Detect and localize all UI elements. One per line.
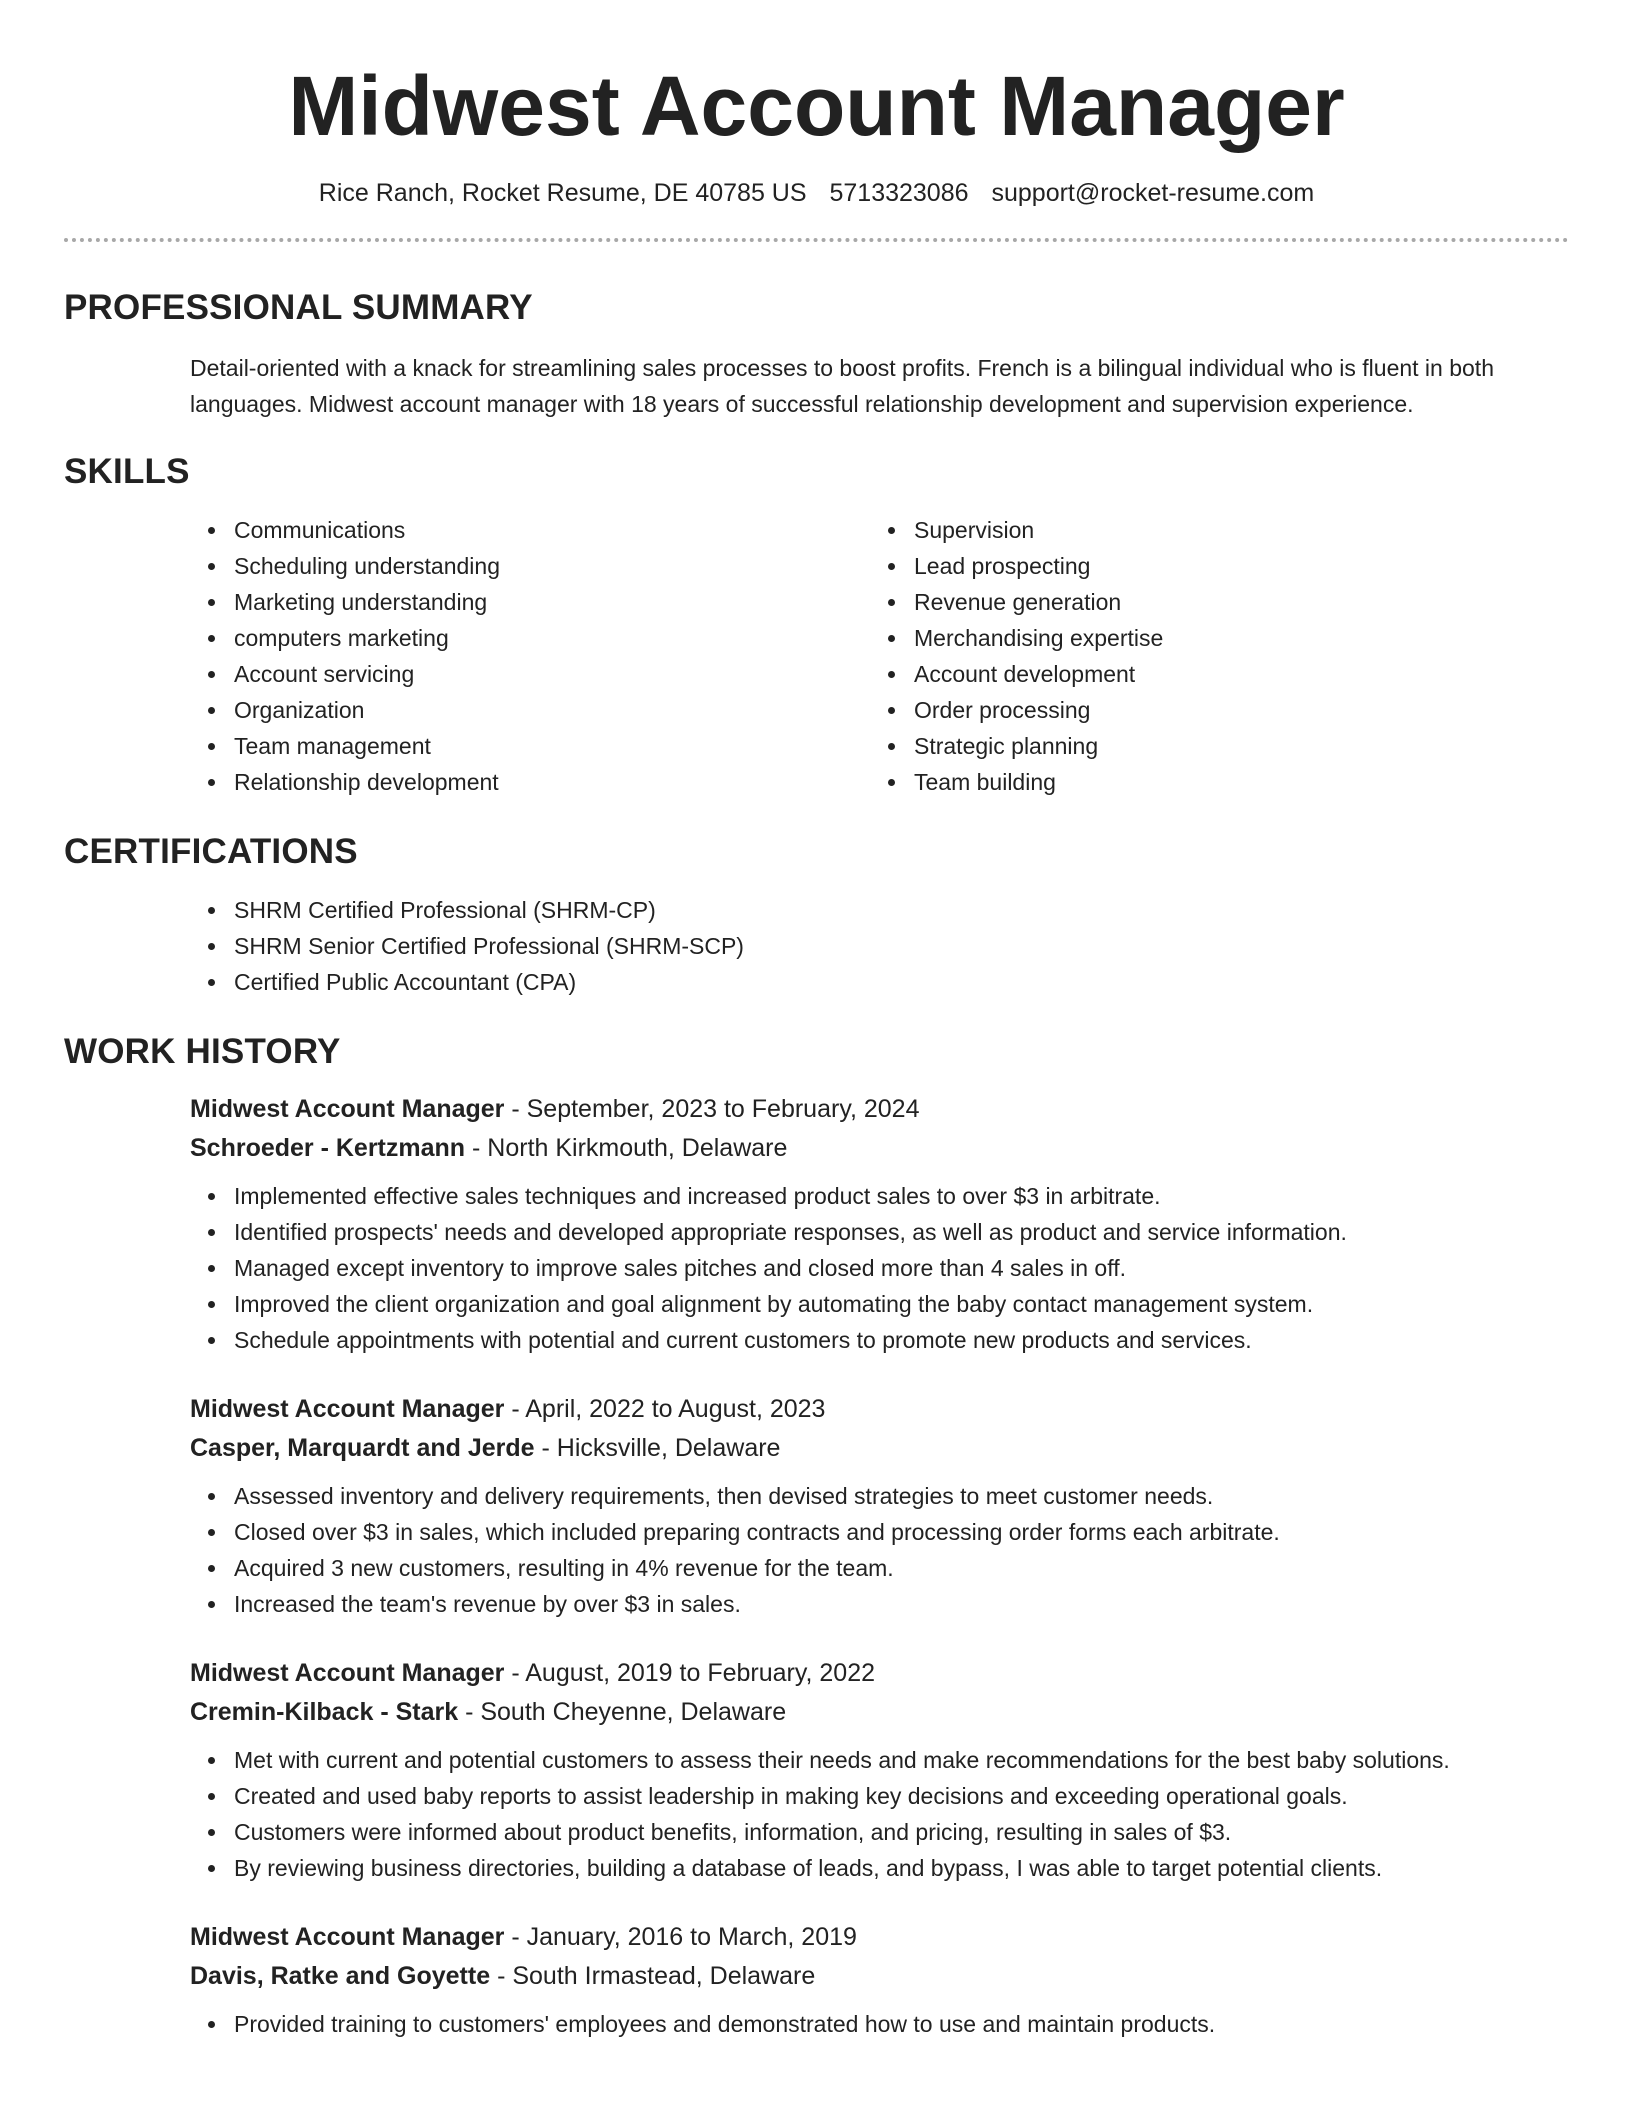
skill-item: Relationship development: [234, 764, 870, 800]
job-bullet: Identified prospects' needs and developed appropriate responses, as well as product and service information.: [234, 1214, 1569, 1250]
skill-item: Account servicing: [234, 656, 870, 692]
job-company-line: [190, 1692, 1569, 1732]
skills-list-right: [870, 512, 1550, 800]
skills-column-right: [870, 512, 1550, 800]
job-bullet: Assessed inventory and delivery requirements, then devised strategies to meet customer needs.: [234, 1478, 1569, 1514]
job-title-line: [190, 1090, 1569, 1128]
skill-item: Organization: [234, 692, 870, 728]
job-location: - North Kirkmouth, Delaware: [465, 1134, 788, 1162]
job-company-line: [190, 1128, 1569, 1168]
contact-phone: 5713323086: [829, 179, 969, 207]
job-bullets: [190, 1742, 1569, 1886]
skill-item: Communications: [234, 512, 870, 548]
certifications-section: [64, 830, 1569, 1000]
summary-heading: PROFESSIONAL SUMMARY: [64, 288, 533, 327]
skill-item: computers marketing: [234, 620, 870, 656]
job-company: Schroeder - Kertzmann: [190, 1134, 466, 1162]
work-history-body: [190, 1090, 1569, 2042]
job-company: Davis, Ratke and Goyette: [190, 1962, 491, 1990]
skill-item: Marketing understanding: [234, 584, 870, 620]
skills-column-left: [190, 512, 870, 800]
job-bullet: Created and used baby reports to assist leadership in making key decisions and exceeding operational goals.: [234, 1778, 1569, 1814]
skill-item: Revenue generation: [914, 584, 1550, 620]
skills-grid: [190, 512, 1569, 800]
resume-name: Midwest Account Manager: [288, 59, 1345, 153]
header-divider: [64, 238, 1569, 242]
job-title: Midwest Account Manager: [190, 1095, 505, 1123]
job-dates: - September, 2023 to February, 2024: [504, 1095, 920, 1123]
skills-heading: SKILLS: [64, 452, 190, 491]
job-company: Casper, Marquardt and Jerde: [190, 1434, 535, 1462]
certifications-list: [190, 892, 1569, 1000]
summary-body: [190, 350, 1569, 422]
job-bullet: Improved the client organization and goal alignment by automating the baby contact management system.: [234, 1286, 1569, 1322]
job-company: Cremin-Kilback - Stark: [190, 1698, 459, 1726]
certification-item: SHRM Certified Professional (SHRM-CP): [234, 892, 1569, 928]
job-bullet: Customers were informed about product benefits, information, and pricing, resulting in sales of $3.: [234, 1814, 1569, 1850]
job-company-line: [190, 1956, 1569, 1996]
job-title: Midwest Account Manager: [190, 1395, 505, 1423]
job-entry: [190, 1918, 1569, 2042]
job-title-line: [190, 1918, 1569, 1956]
job-bullet: Met with current and potential customers to assess their needs and make recommendations for the best baby solutions.: [234, 1742, 1569, 1778]
skill-item: Order processing: [914, 692, 1550, 728]
work-history-section: [64, 1030, 1569, 2042]
job-bullets: [190, 1478, 1569, 1622]
work-history-heading: WORK HISTORY: [64, 1032, 341, 1071]
resume-page: [64, 0, 1569, 2074]
skill-item: Supervision: [914, 512, 1550, 548]
skill-item: Team management: [234, 728, 870, 764]
job-title: Midwest Account Manager: [190, 1659, 505, 1687]
skills-list-left: [190, 512, 870, 800]
skill-item: Strategic planning: [914, 728, 1550, 764]
job-bullet: Schedule appointments with potential and current customers to promote new products and services.: [234, 1322, 1569, 1358]
skill-item: Scheduling understanding: [234, 548, 870, 584]
certification-item: Certified Public Accountant (CPA): [234, 964, 1569, 1000]
job-location: - Hicksville, Delaware: [534, 1434, 781, 1462]
job-entry: [190, 1090, 1569, 1358]
job-bullets: [190, 2006, 1569, 2042]
job-bullet: By reviewing business directories, building a database of leads, and bypass, I was able to target potential clients.: [234, 1850, 1569, 1886]
job-title: Midwest Account Manager: [190, 1923, 505, 1951]
summary-text: Detail-oriented with a knack for streamlining sales processes to boost profits. French is a bilingual individual who is fluent in both languages. Midwest account manager with 18 years of successful relationship development and supervision experience.: [190, 355, 1494, 417]
job-dates: - April, 2022 to August, 2023: [504, 1395, 826, 1423]
skill-item: Lead prospecting: [914, 548, 1550, 584]
certification-item: SHRM Senior Certified Professional (SHRM-SCP): [234, 928, 1569, 964]
contact-address: Rice Ranch, Rocket Resume, DE 40785 US: [318, 179, 807, 207]
job-location: - South Irmastead, Delaware: [490, 1962, 816, 1990]
job-bullet: Acquired 3 new customers, resulting in 4% revenue for the team.: [234, 1550, 1569, 1586]
job-bullet: Closed over $3 in sales, which included preparing contracts and processing order forms each arbitrate.: [234, 1514, 1569, 1550]
job-title-line: [190, 1390, 1569, 1428]
skills-section: [64, 450, 1569, 800]
contact-line: [64, 176, 1569, 210]
certifications-body: [190, 892, 1569, 1000]
certifications-heading: CERTIFICATIONS: [64, 832, 358, 871]
job-bullets: [190, 1178, 1569, 1358]
job-bullet: Implemented effective sales techniques and increased product sales to over $3 in arbitrate.: [234, 1178, 1569, 1214]
job-dates: - August, 2019 to February, 2022: [504, 1659, 876, 1687]
job-bullet: Managed except inventory to improve sales pitches and closed more than 4 sales in off.: [234, 1250, 1569, 1286]
skill-item: Merchandising expertise: [914, 620, 1550, 656]
job-bullet: Increased the team's revenue by over $3 in sales.: [234, 1586, 1569, 1622]
job-location: - South Cheyenne, Delaware: [458, 1698, 787, 1726]
job-entry: [190, 1654, 1569, 1886]
job-entry: [190, 1390, 1569, 1622]
job-company-line: [190, 1428, 1569, 1468]
contact-email: support@rocket-resume.com: [991, 179, 1315, 207]
job-bullet: Provided training to customers' employees and demonstrated how to use and maintain products.: [234, 2006, 1569, 2042]
job-title-line: [190, 1654, 1569, 1692]
skill-item: Team building: [914, 764, 1550, 800]
job-dates: - January, 2016 to March, 2019: [504, 1923, 857, 1951]
skill-item: Account development: [914, 656, 1550, 692]
summary-section: [64, 286, 1569, 422]
